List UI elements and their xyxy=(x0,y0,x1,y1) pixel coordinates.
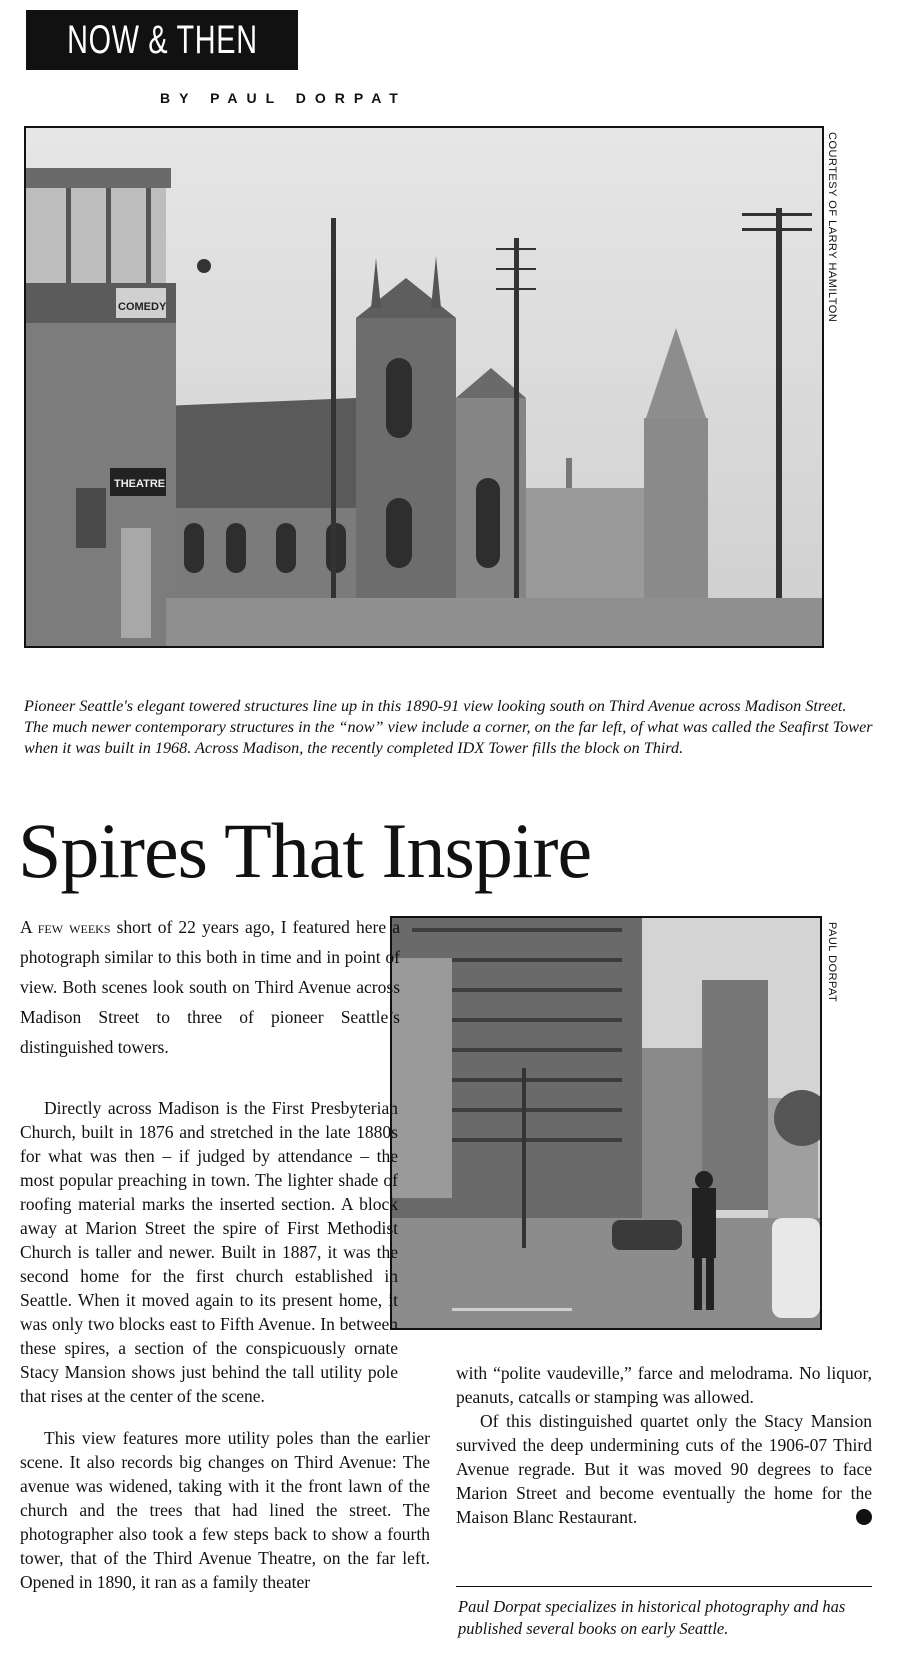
then-photo-image xyxy=(26,128,822,646)
comedy-sign: COMEDY xyxy=(118,301,167,313)
lead-in: A few weeks xyxy=(20,917,111,937)
column-name: NOW & THEN xyxy=(66,17,258,62)
photo-caption: Pioneer Seattle's elegant towered structures line up in this 1890-91 view looking south on Third Avenue across Madison Street. The much newer contemporary structures in the “now” view include a corner, on the far left, of what was called the Seafirst Tower when it was built in 1968. Across Madison, the recently completed IDX Tower fills the block on Third. xyxy=(24,697,873,757)
article-continuation xyxy=(456,1361,888,1529)
paragraph-4-text: Of this distinguished quartet only the Stacy Mansion survived the deep undermining cuts of the 1906-07 Third Avenue regrade. But it was moved 90 degrees to face Marion Street and become eventually the home for the Maison Blanc Restaurant. xyxy=(456,1411,872,1527)
now-photo-credit: PAUL DORPAT xyxy=(826,922,838,1003)
theatre-sign: THEATRE xyxy=(114,478,166,490)
end-mark-icon: P xyxy=(856,1509,872,1525)
paragraph-2-text: Directly across Madison is the First Presbyterian Church, built in 1876 and stretched in the late 1880s for what was then – if judged by attendance – the most popular preaching in town. The lighter shade of roofing material marks the inserted section. A block away at Marion Street the spire of First Methodist Church is taller and newer. Built in 1887, it was the second home for the first church established in Seattle. When it moved again to its present home, it was only two blocks east to Fifth Avenue. In between these spires, a section of the conspicuously ornate Stacy Mansion shows just behind the tall utility pole that rises at the center of the scene. xyxy=(20,1098,398,1406)
now-photo-image xyxy=(392,918,820,1328)
article-paragraph-3 xyxy=(20,1426,430,1594)
article-headline: Spires That Inspire xyxy=(18,807,592,894)
author-bio: Paul Dorpat specializes in historical photography and has published several books on early Seattle. xyxy=(458,1597,846,1638)
article-paragraph-1 xyxy=(20,912,400,1062)
column-logo xyxy=(26,10,298,70)
paragraph-3-continuation: with “polite vaudeville,” farce and melodrama. No liquor, peanuts, catcalls or stamping was allowed. xyxy=(456,1363,872,1407)
then-photo-credit: COURTESY OF LARRY HAMILTON xyxy=(826,132,838,323)
paragraph-1-text: short of 22 years ago, I featured here a photograph similar to this both in time and in point of view. Both scenes look south on Third Avenue across Madison Street to three of pioneer Seattle’s distinguished towers. xyxy=(20,917,400,1057)
article-paragraph-2 xyxy=(20,1096,398,1408)
then-photograph xyxy=(24,126,824,648)
now-photograph xyxy=(390,916,822,1330)
paragraph-3-text: This view features more utility poles than the earlier scene. It also records big changes on Third Avenue: The avenue was widened, taking with it the front lawn of the church and the trees that had lined the street. The photographer also took a few steps back to show a fourth tower, that of the Third Avenue Theatre, on the far left. Opened in 1890, it ran as a family theater xyxy=(20,1428,430,1592)
divider-rule xyxy=(456,1586,872,1587)
byline: BY PAUL DORPAT xyxy=(160,90,407,106)
